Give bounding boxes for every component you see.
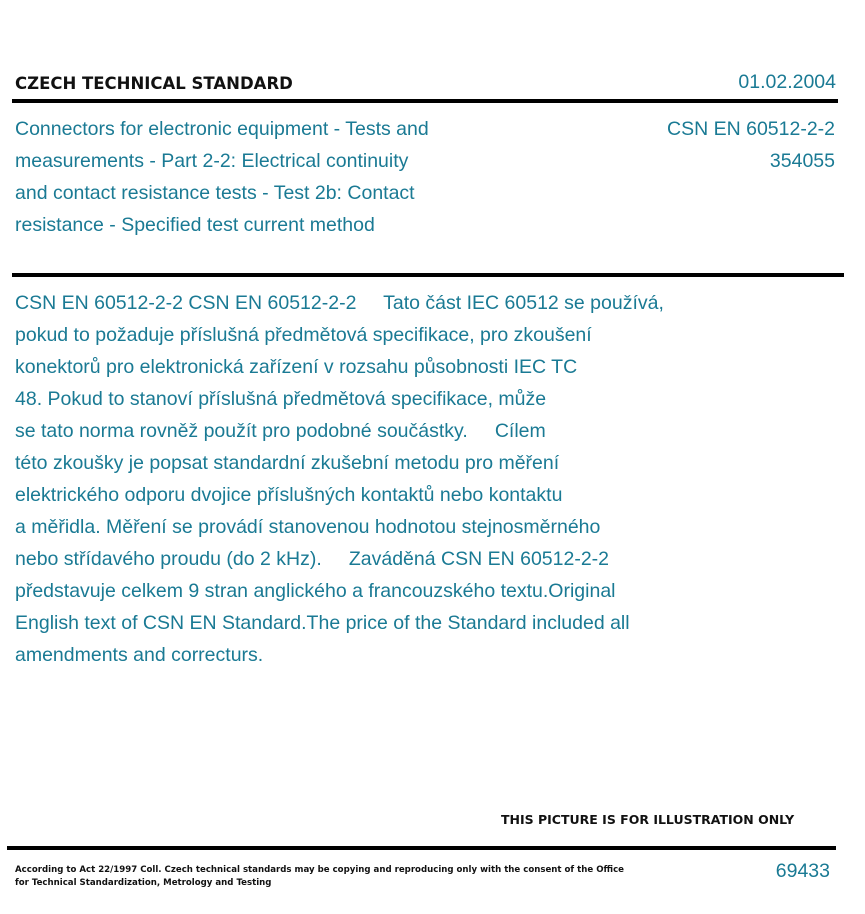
standard-title-line: and contact resistance tests - Test 2b: Contact (15, 182, 415, 204)
description-line: konektorů pro elektronická zařízení v rozsahu působnosti IEC TC (15, 356, 578, 378)
document-heading: CZECH TECHNICAL STANDARD (15, 74, 293, 93)
legal-notice-line: for Technical Standardization, Metrology and Testing (15, 877, 272, 888)
description-line: této zkoušky je popsat standardní zkušební metodu pro měření (15, 452, 560, 474)
legal-notice-line: According to Act 22/1997 Coll. Czech technical standards may be copying and reproducing only with the consent of the Office (15, 865, 625, 875)
description-line: CSN EN 60512-2-2 CSN EN 60512-2-2 Tato část IEC 60512 se používá, (15, 292, 664, 314)
divider-top (12, 99, 838, 103)
standard-title-line: Connectors for electronic equipment - Tests and (15, 118, 429, 140)
divider-middle (12, 273, 844, 277)
class-number: 354055 (769, 150, 835, 172)
description-line: se tato norma rovněž použít pro podobné součástky. Cílem (15, 420, 546, 442)
illustration-note: THIS PICTURE IS FOR ILLUSTRATION ONLY (501, 812, 795, 827)
standard-title-line: measurements - Part 2-2: Electrical continuity (15, 150, 409, 172)
standard-title-line: resistance - Specified test current method (15, 214, 375, 236)
divider-bottom (7, 846, 836, 850)
publication-date: 01.02.2004 (738, 71, 836, 93)
standard-codes (667, 113, 835, 177)
description-line: a měřidla. Měření se provádí stanovenou hodnotou stejnosměrného (15, 516, 601, 538)
description-line: elektrického odporu dvojice příslušných kontaktů nebo kontaktu (15, 484, 563, 506)
standard-code: CSN EN 60512-2-2 (667, 118, 835, 140)
description-line: amendments and correcturs. (15, 644, 264, 666)
description-line: 48. Pokud to stanoví příslušná předmětová specifikace, může (15, 388, 547, 410)
description-line: představuje celkem 9 stran anglického a francouzského textu.Original (15, 580, 616, 602)
legal-notice (15, 864, 625, 889)
document-number: 69433 (775, 860, 830, 882)
description-line: pokud to požaduje příslušná předmětová specifikace, pro zkoušení (15, 324, 592, 346)
description-line: English text of CSN EN Standard.The price of the Standard included all (15, 612, 630, 634)
standard-title (15, 113, 495, 241)
description-line: nebo střídavého proudu (do 2 kHz). Zaváděná CSN EN 60512-2-2 (15, 548, 609, 570)
standard-description (15, 287, 835, 671)
